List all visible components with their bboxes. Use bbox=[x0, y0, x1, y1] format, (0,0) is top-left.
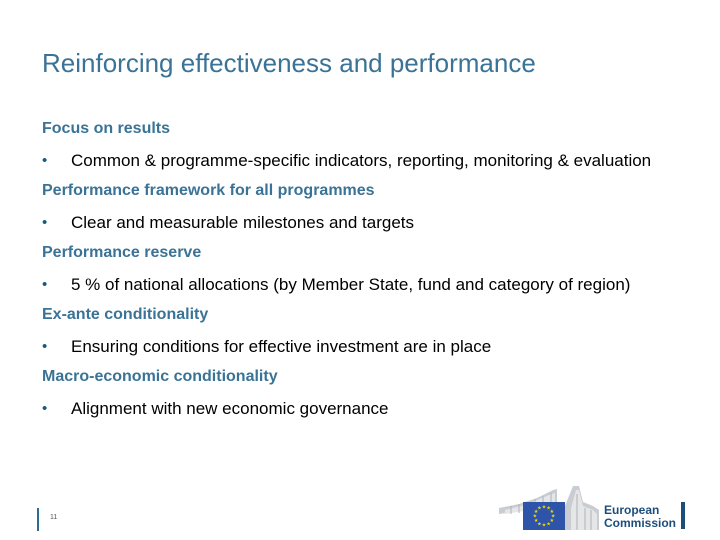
bullet-item bbox=[42, 397, 682, 421]
section-heading-focus: Focus on results bbox=[42, 120, 171, 137]
svg-text:★: ★ bbox=[541, 522, 547, 529]
bullet-text: Ensuring conditions for effective investment are in place bbox=[71, 337, 492, 356]
bullet-marker: • bbox=[42, 214, 48, 231]
svg-text:★: ★ bbox=[533, 509, 539, 515]
bullet-item bbox=[42, 149, 682, 173]
bullet-text: 5 % of national allocations (by Member State, fund and category of region) bbox=[71, 275, 631, 294]
bullet-text: Clear and measurable milestones and targets bbox=[71, 213, 415, 232]
page-number-bar bbox=[37, 508, 39, 531]
svg-text:★: ★ bbox=[549, 518, 555, 525]
eu-flag-icon bbox=[523, 502, 565, 530]
bullet-item bbox=[42, 273, 682, 297]
logo-bar bbox=[681, 502, 685, 529]
svg-text:★: ★ bbox=[546, 505, 551, 512]
bullet-text: Common & programme-specific indicators, reporting, monitoring & evaluation bbox=[71, 151, 652, 170]
logo-line-commission: Commission bbox=[604, 516, 677, 530]
bullet-marker: • bbox=[42, 152, 48, 169]
bullet-marker: • bbox=[42, 276, 48, 293]
bullet-text: Alignment with new economic governance bbox=[71, 399, 389, 418]
svg-text:★: ★ bbox=[537, 521, 542, 528]
svg-text:★: ★ bbox=[550, 513, 556, 520]
svg-text:★: ★ bbox=[541, 504, 547, 511]
svg-text:★: ★ bbox=[533, 518, 539, 525]
section-heading-macro: Macro-economic conditionality bbox=[42, 368, 278, 385]
bullet-item bbox=[42, 211, 682, 235]
section-heading-reserve: Performance reserve bbox=[42, 244, 202, 261]
page-number: 11 bbox=[50, 514, 58, 521]
logo-line-european: European bbox=[604, 503, 660, 517]
bullet-item bbox=[42, 335, 682, 359]
section-heading-framework: Performance framework for all programmes bbox=[42, 182, 375, 199]
slide-title: Reinforcing effectiveness and performance bbox=[42, 48, 536, 78]
slide-content bbox=[42, 119, 682, 429]
svg-text:★: ★ bbox=[532, 513, 538, 520]
bullet-marker: • bbox=[42, 400, 48, 417]
svg-text:★: ★ bbox=[546, 521, 551, 528]
svg-text:★: ★ bbox=[537, 505, 542, 512]
section-heading-ex-ante: Ex-ante conditionality bbox=[42, 306, 209, 323]
svg-text:★: ★ bbox=[549, 509, 555, 515]
logo-wordmark bbox=[604, 504, 676, 530]
bullet-marker: • bbox=[42, 338, 48, 355]
